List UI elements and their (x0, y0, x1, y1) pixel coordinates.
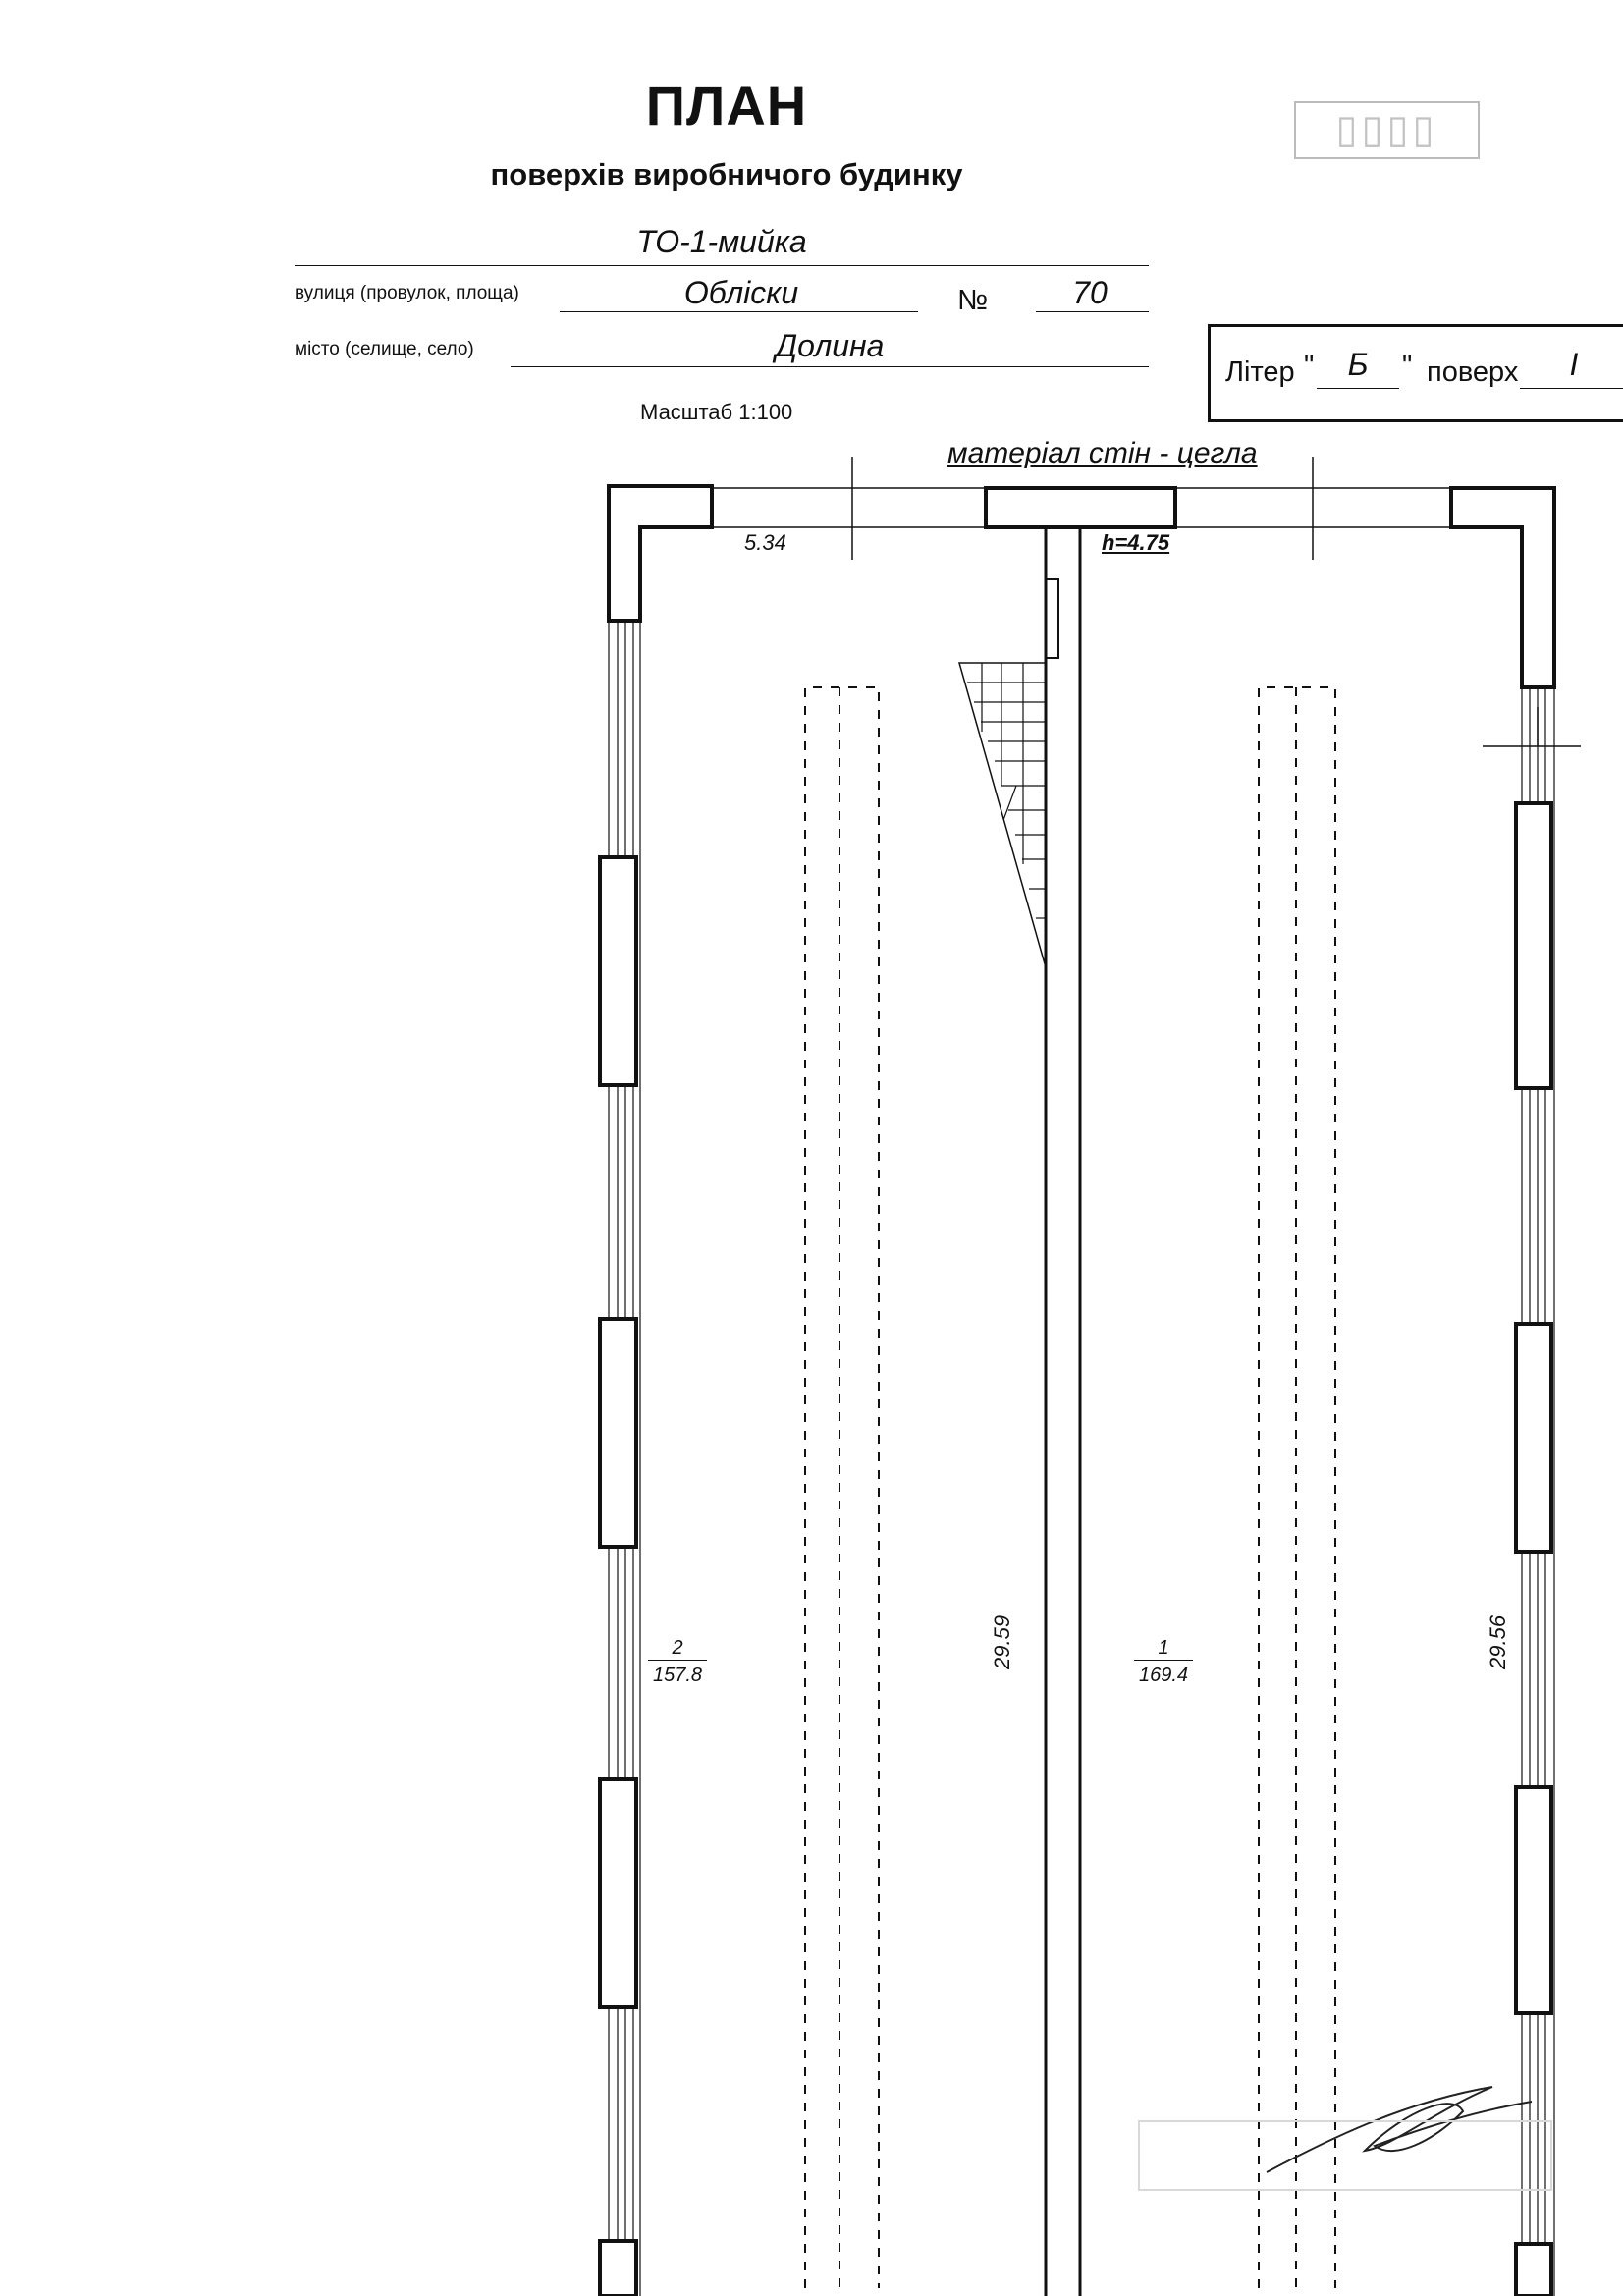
middle-top-wall (986, 488, 1175, 527)
height-label: h=4.75 (1102, 530, 1170, 555)
litera-value: Б (1347, 347, 1369, 382)
scale-label: Масштаб 1:100 (640, 400, 793, 424)
faded-stamp: ▯▯▯▯ (1294, 101, 1480, 159)
street-value: Обліски (683, 275, 799, 310)
room-number: 1 (1134, 1637, 1193, 1661)
litera-label: Літер (1225, 356, 1295, 388)
wall-material-label: матеріал стін - цегла (947, 437, 1258, 469)
floor-label: поверх (1427, 356, 1519, 388)
litera-open-quote: " (1304, 351, 1315, 382)
room-number: 2 (648, 1637, 707, 1661)
left-pier-4 (600, 2241, 636, 2296)
width-dimension: 5.34 (744, 530, 786, 555)
city-label: місто (селище, село) (295, 339, 474, 359)
left-pier-2 (600, 1319, 636, 1547)
signature (1267, 2087, 1532, 2172)
pit-left (805, 687, 879, 2288)
city-value: Долина (775, 328, 885, 363)
right-pier-3 (1516, 1787, 1551, 2013)
floor-value: I (1569, 347, 1579, 382)
room-area: 169.4 (1138, 1665, 1189, 1686)
length-dimension-left: 29.59 (990, 1614, 1014, 1669)
left-pier-3 (600, 1779, 636, 2007)
right-pier-4 (1516, 2244, 1551, 2296)
right-pier-2 (1516, 1324, 1551, 1552)
litera-close-quote: " (1402, 351, 1413, 382)
number-value: 70 (1072, 275, 1108, 310)
page-subtitle: поверхів виробничого будинку (490, 157, 963, 191)
room-area: 157.8 (652, 1665, 703, 1686)
object-name: ТО-1-мийка (636, 224, 807, 259)
street-label: вулиця (провулок, площа) (295, 283, 519, 303)
right-corner-wall (1451, 488, 1554, 687)
faded-bottom-stamp (1139, 2121, 1551, 2190)
right-pier-1 (1516, 803, 1551, 1088)
page-title: ПЛАН (645, 75, 808, 137)
left-pier-1 (600, 857, 636, 1085)
left-corner-wall (609, 486, 712, 621)
length-dimension-right: 29.56 (1486, 1614, 1510, 1669)
number-label: № (957, 285, 989, 316)
